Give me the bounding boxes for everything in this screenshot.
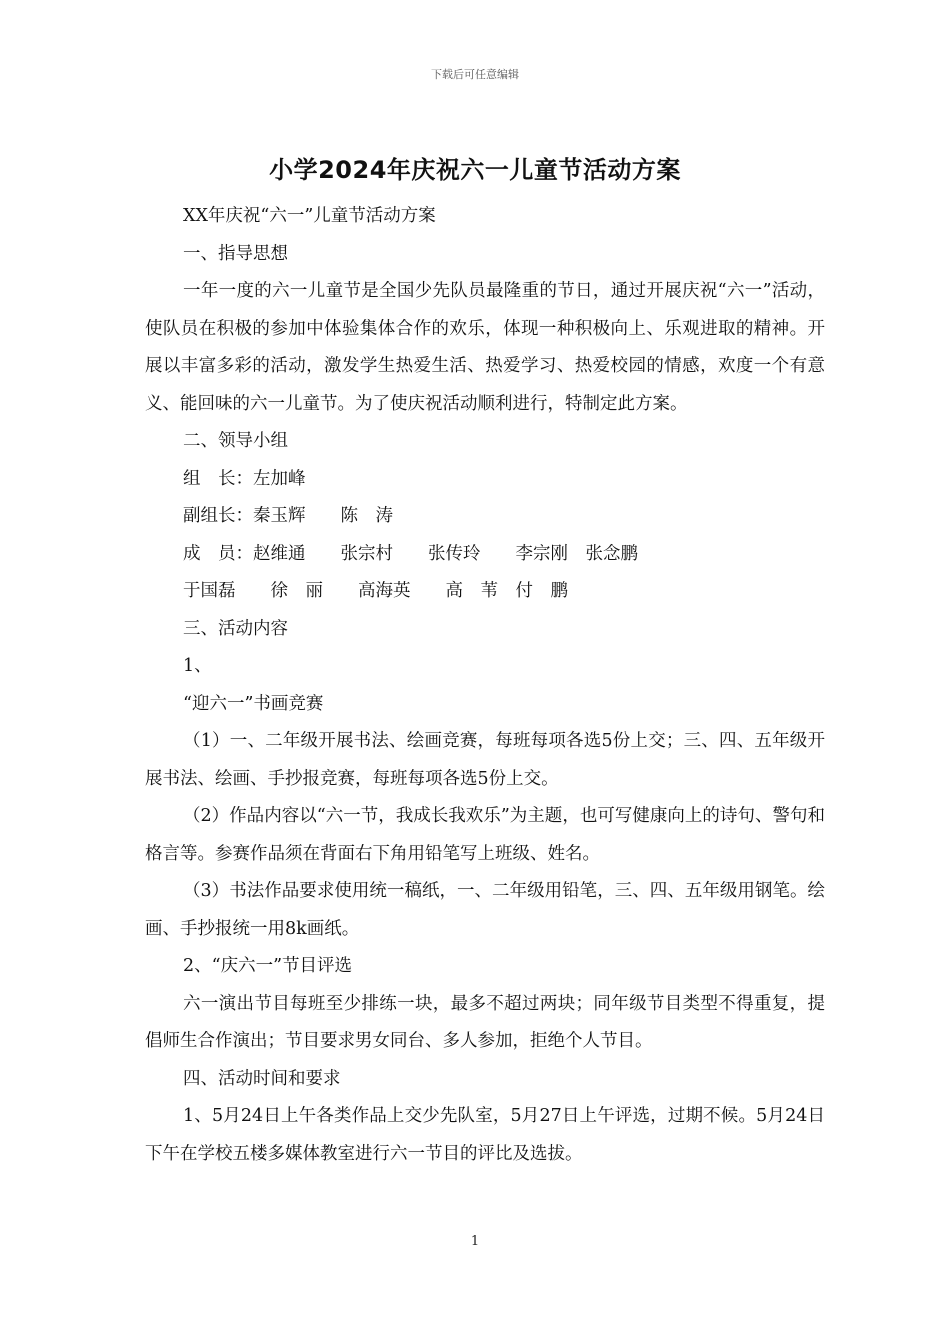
section-heading-guiding-ideology: 一、指导思想 [183, 243, 288, 264]
time-requirements-paragraph-1: 1、5月24日上午各类作品上交少先队室，5月27日上午评选，过期不候。5月24日下午在学校五楼多媒体教室进行六一节目的评比及选拔。 [145, 1106, 825, 1164]
page-number: 1 [470, 1234, 480, 1249]
item-2-title: 2、“庆六一”节目评选 [183, 956, 353, 976]
item-1-title: “迎六一”书画竞赛 [183, 693, 324, 714]
document-body [145, 198, 825, 1173]
item-2-paragraph-1: 六一演出节目每班至少排练一块，最多不超过两块；同年级节目类型不得重复，提倡师生合作演出；节目要求男女同台、多人参加，拒绝个人节目。 [145, 993, 825, 1051]
leader-line: 组 长：左加峰 [183, 468, 306, 489]
members-line-2: 于国磊 徐 丽 高海英 高 苇 付 鹏 [183, 581, 568, 601]
header-note: 下载后可任意编辑 [431, 68, 519, 81]
item-1-paragraph-2: （2）作品内容以“六一节，我成长我欢乐”为主题，也可写健康向上的诗句、警句和格言等。参赛作品须在背面右下角用铅笔写上班级、姓名。 [145, 806, 825, 864]
document-title: 小学2024年庆祝六一儿童节活动方案 [269, 156, 681, 184]
section-heading-leadership-group: 二、领导小组 [183, 431, 288, 451]
subtitle: XX年庆祝“六一”儿童节活动方案 [183, 206, 436, 226]
section-heading-time-requirements: 四、活动时间和要求 [183, 1068, 341, 1089]
item-1-paragraph-3: （3）书法作品要求使用统一稿纸，一、二年级用铅笔，三、四、五年级用钢笔。绘画、手抄报统一用8k画纸。 [145, 881, 825, 939]
item-1-paragraph-1: （1）一、二年级开展书法、绘画竞赛，每班每项各选5份上交；三、四、五年级开展书法、绘画、手抄报竞赛，每班每项各选5份上交。 [145, 731, 825, 789]
paragraph-guiding-ideology: 一年一度的六一儿童节是全国少先队员最隆重的节日，通过开展庆祝“六一”活动，使队员在积极的参加中体验集体合作的欢乐，体现一种积极向上、乐观进取的精神。开展以丰富多彩的活动，激发学生热爱生活、热爱学习、热爱校园的情感，欢度一个有意义、能回味的六一儿童节。为了使庆祝活动顺利进行，特制定此方案。 [145, 281, 825, 414]
section-heading-activity-content: 三、活动内容 [183, 618, 288, 639]
deputy-line: 副组长：秦玉辉 陈 涛 [183, 506, 393, 526]
members-line-1: 成 员：赵维通 张宗村 张传玲 李宗刚 张念鹏 [183, 543, 638, 564]
item-1-number: 1、 [183, 656, 212, 676]
